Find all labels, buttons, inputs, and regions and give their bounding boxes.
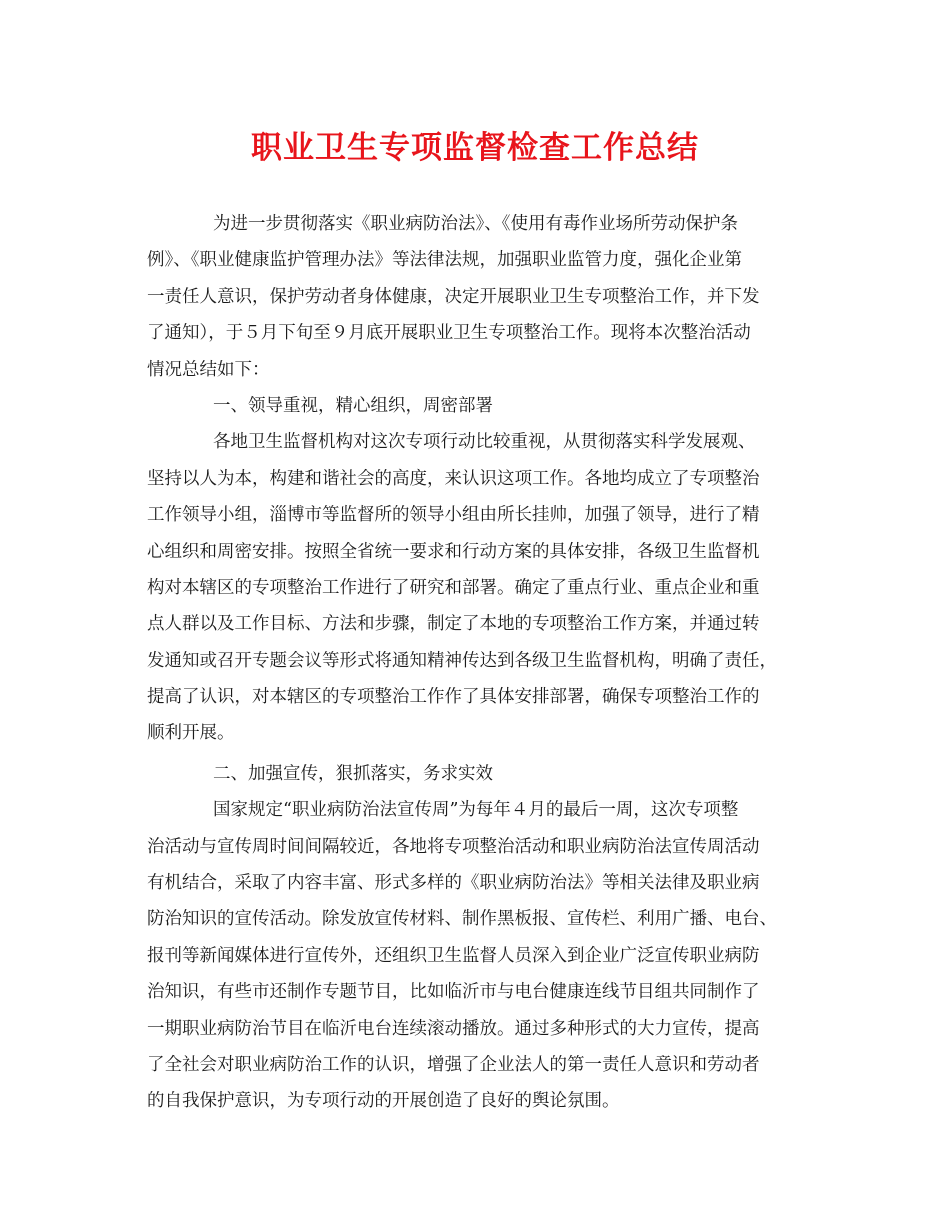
document-body [147, 206, 809, 1120]
text-line: 了通知），于５月下旬至９月底开展职业卫生专项整治工作。现将本次整治活动 [147, 323, 751, 344]
text-line: 点人群以及工作目标、方法和步骤，制定了本地的专项整治工作方案，并通过转 [147, 614, 760, 635]
text-line: 构对本辖区的专项整治工作进行了研究和部署。确定了重点行业、重点企业和重 [147, 577, 760, 598]
text-line: 国家规定“职业病防治法宣传周”为每年４月的最后一周，这次专项整 [213, 800, 739, 821]
document-title: 职业卫生专项监督检查工作总结 [251, 130, 699, 166]
text-line: 了全社会对职业病防治工作的认识，增强了企业法人的第一责任人意识和劳动者 [147, 1054, 760, 1075]
text-line: 的自我保护意识，为专项行动的开展创造了良好的舆论氛围。 [147, 1091, 620, 1112]
text-line: 报刊等新闻媒体进行宣传外，还组织卫生监督人员深入到企业广泛宣传职业病防 [147, 945, 760, 966]
text-line: 例》、《职业健康监护管理办法》等法律法规，加强职业监管力度，强化企业第 [147, 250, 742, 271]
text-line: 治知识，有些市还制作专题节目，比如临沂市与电台健康连线节目组共同制作了 [147, 982, 760, 1003]
paragraph-intro [147, 206, 809, 388]
paragraph-section-2 [147, 792, 809, 1120]
text-line: 工作领导小组，淄博市等监督所的领导小组由所长挂帅，加强了领导，进行了精 [147, 505, 760, 526]
text-line: 防治知识的宣传活动。除发放宣传材料、制作黑板报、宣传栏、利用广播、电台、 [147, 909, 777, 930]
text-line: 治活动与宣传周时间间隔较近，各地将专项整治活动和职业病防治法宣传周活动 [147, 836, 760, 857]
text-line: 顺利开展。 [147, 723, 235, 744]
text-line: 各地卫生监督机构对这次专项行动比较重视，从贯彻落实科学发展观、 [213, 432, 756, 453]
text-line: 坚持以人为本，构建和谐社会的高度，来认识这项工作。各地均成立了专项整治 [147, 468, 760, 489]
paragraph-section-1 [147, 424, 809, 752]
text-line: 提高了认识，对本辖区的专项整治工作作了具体安排部署，确保专项整治工作的 [147, 687, 760, 708]
text-line: 有机结合，采取了内容丰富、形式多样的《职业病防治法》等相关法律及职业病 [147, 873, 760, 894]
section-heading-1: 一、领导重视，精心组织，周密部署 [213, 395, 493, 416]
section-heading-2: 二、加强宣传，狠抓落实，务求实效 [213, 763, 493, 784]
text-line: 为进一步贯彻落实《职业病防治法》、《使用有毒作业场所劳动保护条 [213, 214, 738, 234]
text-line: 一期职业病防治节目在临沂电台连续滚动播放。通过多种形式的大力宣传，提高 [147, 1018, 760, 1039]
text-line: 发通知或召开专题会议等形式将通知精神传达到各级卫生监督机构，明确了责任， [147, 650, 777, 671]
text-line: 情况总结如下： [147, 359, 270, 380]
text-line: 心组织和周密安排。按照全省统一要求和行动方案的具体安排，各级卫生监督机 [147, 541, 760, 562]
text-line: 一责任人意识，保护劳动者身体健康，决定开展职业卫生专项整治工作，并下发 [147, 286, 760, 307]
